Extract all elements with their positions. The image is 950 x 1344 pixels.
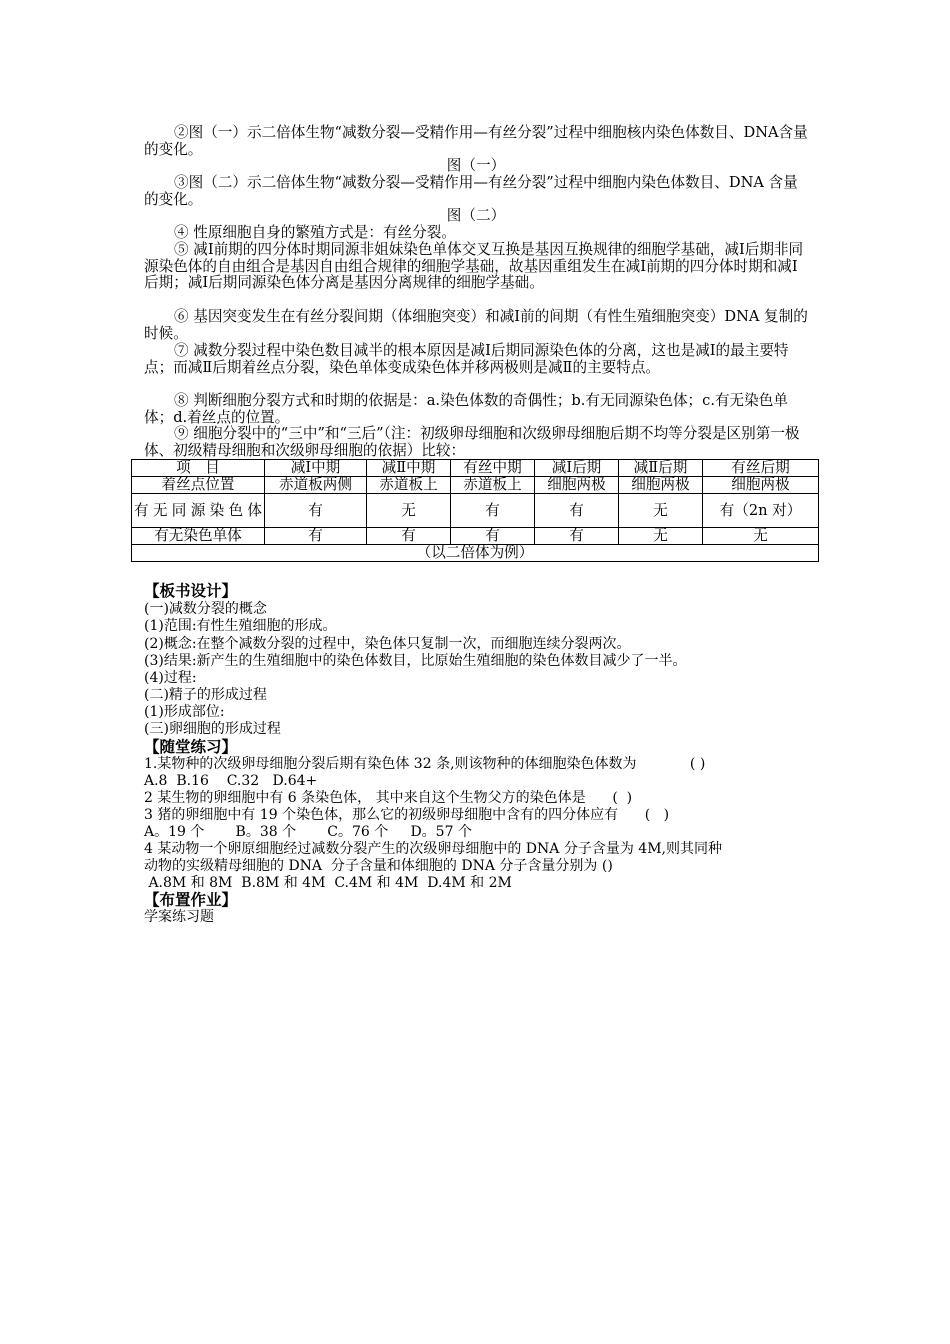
- table-header-cell: 有丝中期: [451, 460, 535, 477]
- question-3-options: A。19 个 B。38 个 C。76 个 D。57 个: [144, 824, 472, 840]
- table-cell: 有: [535, 528, 619, 545]
- comparison-table: [131, 459, 819, 562]
- question-4-options: A.8M 和 8M B.8M 和 4M C.4M 和 4M D.4M 和 2M: [144, 875, 512, 891]
- table-cell: 细胞两极: [535, 477, 619, 494]
- board-line: (3)结果:新产生的生殖细胞中的染色体数目，比原始生殖细胞的染色体数目减少了一半。: [144, 653, 687, 669]
- table-cell: 着丝点位置: [132, 477, 265, 494]
- table-cell: 无: [619, 528, 703, 545]
- question-4: 4 某动物一个卵原细胞经过减数分裂产生的次级卵母细胞中的 DNA 分子含量为 4M,则其同种: [144, 841, 722, 857]
- paragraph-4: ④ 性原细胞自身的繁殖方式是：有丝分裂。: [174, 224, 456, 241]
- question-4-cont: 动物的实级精母细胞的 DNA 分子含量和体细胞的 DNA 分子含量分别为 (): [144, 858, 613, 874]
- board-line: (一)减数分裂的概念: [144, 601, 267, 617]
- table-cell: 有: [265, 528, 367, 545]
- table-cell: 有无染色单体: [132, 528, 265, 545]
- table-row: [132, 477, 819, 494]
- table-cell: 赤道板上: [367, 477, 451, 494]
- table-header-cell: 减Ⅰ中期: [265, 460, 367, 477]
- table-header-cell: 有丝后期: [703, 460, 819, 477]
- table-footer-row: [132, 545, 819, 562]
- table-cell: 有无同源染色体: [132, 494, 265, 528]
- question-1-options: A.8 B.16 C.32 D.64+: [144, 773, 318, 789]
- board-line: (2)概念:在整个减数分裂的过程中，染色体只复制一次，而细胞连续分裂两次。: [144, 636, 631, 652]
- practice-heading: 【随堂练习】: [144, 738, 238, 756]
- table-cell: 有: [451, 494, 535, 528]
- paragraph-6: ⑥ 基因突变发生在有丝分裂间期（体细胞突变）和减Ⅰ前的间期（有性生殖细胞突变）DNA 复制的时候。: [144, 308, 808, 342]
- table-row: [132, 528, 819, 545]
- table-cell: 赤道板上: [451, 477, 535, 494]
- board-line: (1)形成部位:: [144, 704, 225, 720]
- table-cell: 细胞两极: [619, 477, 703, 494]
- table-cell: 无: [367, 494, 451, 528]
- table-footer: （以二倍体为例）: [132, 545, 819, 562]
- table-cell: 有: [535, 494, 619, 528]
- table-header-cell: 减Ⅰ后期: [535, 460, 619, 477]
- question-2: 2 某生物的卵细胞中有 6 条染色体， 其中来自这个生物父方的染色体是 ( ): [144, 790, 633, 806]
- paragraph-3: ③图（二）示二倍体生物“减数分裂—受精作用—有丝分裂”过程中细胞内染色体数目、DNA 含量的变化。: [144, 174, 798, 208]
- paragraph-5: ⑤ 减Ⅰ前期的四分体时期同源非姐妹染色单体交叉互换是基因互换规律的细胞学基础，减Ⅰ后期非同源染色体的自由组合是基因自由组合规律的细胞学基础，故基因重组发生在减Ⅰ前期的四分体时期和减Ⅰ后期；减Ⅰ后期同源染色体分离是基因分离规律的细胞学基础。: [144, 241, 804, 291]
- table-cell: 有: [451, 528, 535, 545]
- table-row: [132, 494, 819, 528]
- table-header-cell: 项 目: [132, 460, 265, 477]
- question-1: 1.某物种的次级卵母细胞分裂后期有染色体 32 条,则该物种的体细胞染色体数为 ( ): [144, 756, 706, 772]
- homework-heading: 【布置作业】: [144, 891, 238, 909]
- table-header-cell: 减Ⅱ中期: [367, 460, 451, 477]
- table-header-cell: 减Ⅱ后期: [619, 460, 703, 477]
- homework-text: 学案练习题: [144, 909, 214, 925]
- figure-2-caption: 图（二）: [446, 207, 506, 224]
- paragraph-2: ②图（一）示二倍体生物“减数分裂—受精作用—有丝分裂”过程中细胞核内染色体数目、DNA含量的变化。: [144, 124, 808, 158]
- board-heading: 【板书设计】: [144, 582, 238, 600]
- table-cell: 无: [619, 494, 703, 528]
- paragraph-9: ⑨ 细胞分裂中的“三中”和“三后”（注：初级卵母细胞和次级卵母细胞后期不均等分裂是区别第一极体、初级精母细胞和次级卵母细胞的依据）比较：: [144, 425, 800, 459]
- paragraph-7: ⑦ 减数分裂过程中染色数目减半的根本原因是减Ⅰ后期同源染色体的分离，这也是减Ⅰ的最主要特点；而减Ⅱ后期着丝点分裂，染色单体变成染色体并移两极则是减Ⅱ的主要特点。: [144, 342, 789, 376]
- table-cell: 有: [265, 494, 367, 528]
- table-cell: 有（2n 对）: [703, 494, 819, 528]
- board-line: (三)卵细胞的形成过程: [144, 721, 281, 737]
- paragraph-8: ⑧ 判断细胞分裂方式和时期的依据是：a.染色体数的奇偶性；b.有无同源染色体；c.有无染色单体；d.着丝点的位置。: [144, 392, 788, 426]
- board-line: (二)精子的形成过程: [144, 687, 267, 703]
- board-line: (4)过程:: [144, 670, 197, 686]
- table-cell: 细胞两极: [703, 477, 819, 494]
- table-cell: 无: [703, 528, 819, 545]
- question-3: 3 猪的卵细胞中有 19 个染色体，那么它的初级卵母细胞中含有的四分体应有 ( ): [144, 807, 670, 823]
- table-cell: 有: [367, 528, 451, 545]
- board-line: (1)范围:有性生殖细胞的形成。: [144, 618, 337, 634]
- figure-1-caption: 图（一）: [446, 157, 506, 174]
- table-cell: 赤道板两侧: [265, 477, 367, 494]
- table-header-row: [132, 460, 819, 477]
